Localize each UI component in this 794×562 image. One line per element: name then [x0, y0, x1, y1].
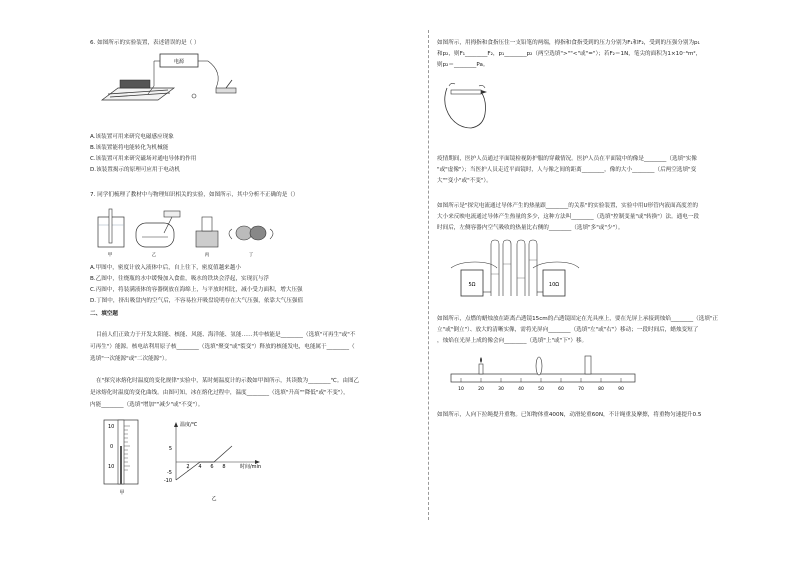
graph-label: 乙: [211, 496, 217, 502]
fill1-line-1: 目前人们正致力于开发太阳能、核能、风能、海洋能、氢能……其中核能是________（选填"可再生"或"不: [96, 332, 356, 338]
q6-option-b: B.该装置能将电能转化为机械能: [90, 145, 169, 151]
graph-curve: [176, 446, 232, 480]
graph-ytick-neg10: -10: [163, 478, 172, 484]
ruler-tick-label: 40: [518, 387, 524, 392]
thermometer-figure: [98, 416, 154, 496]
ruler-tick-label: 20: [478, 387, 484, 392]
thermo-tick-top: 10: [108, 424, 115, 430]
candle-flame: [480, 357, 482, 363]
candle: [479, 364, 483, 374]
fill1-line-2: 可再生"）能源。核电站利用原子核________（选填"聚变"或"裂变"）释放的核能发电，电能属于________（: [90, 344, 355, 350]
pencil-hand-figure: [437, 78, 497, 134]
fill2-line-2: 是冰熔化时温度的变化曲线。由图可知，冰在熔化过程中，温度________（选填"升高""降低"或"不变"），: [90, 390, 349, 396]
q7-stem: 7. 同学们梳理了教材中与物理知识相关的实验，如图所示，其中分析不正确的是（）: [90, 192, 299, 198]
joule-line-2: 大小来反映电流通过导体产生热量的多少，这种方法叫________（选填"控制变量"或"转换"）法。通电一段: [437, 214, 700, 220]
lens-line-1: 如图所示，点燃的蜡烛放在距离凸透镜15cm的凸透镜固定在光具座上，要在光屏上承接到烛焰________（选填"正: [437, 316, 719, 322]
ruler-tick-label: 70: [578, 387, 584, 392]
resistor-left-label: 5Ω: [468, 282, 476, 288]
joule-line-3: 时间后，左侧容器内空气吸收的热量比右侧的________（选填"多"或"少"）。: [437, 225, 624, 231]
q6-apparatus-figure: [98, 50, 258, 114]
resistor-right-label: 10Ω: [548, 282, 560, 288]
ruler-tick-label: 90: [618, 387, 624, 392]
fill1-line-3: 选填"一次能源"或"二次能源"）。: [90, 356, 171, 362]
lens-line-3: ，烛焰在光屏上成的像会向________（选填"上"或"下"）移。: [437, 338, 588, 344]
column-divider: [428, 30, 429, 520]
thermo-tick-mid: 0: [110, 444, 114, 450]
thermo-tick-bottom: 10: [108, 464, 115, 470]
light-screen: [585, 356, 591, 374]
q6-stem: 6. 如图所示的实验装置，表述错误的是（ ）: [90, 40, 200, 46]
ruler-tick-label: 60: [558, 387, 564, 392]
q7-option-b: B.乙图中，往烧瓶的水中缓慢加入食盐，吸水的铁块会浮起，实现沉与浮: [90, 276, 270, 282]
q7-label-jia: 甲: [107, 253, 113, 258]
thermo-label: 甲: [119, 490, 125, 496]
q7-label-bing: 丙: [204, 253, 210, 258]
left-column: [84, 0, 414, 562]
q7-figures: [92, 203, 292, 261]
graph-ylabel: 温度/℃: [180, 422, 198, 428]
graph-xtick-8: 8: [222, 464, 226, 470]
q6-option-a: A.该装置可用来研究电磁感应现象: [90, 134, 174, 140]
graph-xlabel: 时间/min: [240, 464, 262, 470]
lens-line-2: 立"或"倒立"）、放大的清晰实像，需将光屏向________（选填"左"或"右"）移动；一段时间后，蜡烛变短了: [437, 327, 699, 333]
q7-label-ding: 丁: [248, 253, 254, 258]
section-title: 二、填空题: [90, 311, 118, 317]
fill2-line-3: 内能________（选填"增加""减少"或"不变"）。: [90, 402, 204, 408]
epidemic-line-1: 疫情期间，医护人员通过平面镜检视防护服的穿戴情况。医护人员在平面镜中的像是________（选填"实像: [437, 156, 697, 162]
convex-lens: [536, 357, 542, 375]
q6-option-d: D.该装置揭示的原理可应用于电动机: [90, 167, 180, 173]
optical-bench-figure: [445, 352, 645, 394]
pencil-line-2: 和p₂，则F₁________F₂，p₁________p₂（两空选填">""<"或"="）；若F₂＝1N，笔尖的面积为1×10⁻⁶m²，: [437, 51, 702, 57]
graph-xtick-2: 2: [186, 464, 190, 470]
pencil-line-1: 如图所示，用拇指和食指压住一支铅笔的两端，拇指和食指受到的压力分别为F₁和F₂，受到的压强分别为p₁: [437, 40, 700, 46]
right-column: [437, 0, 767, 562]
joule-apparatus-figure: [447, 234, 587, 306]
melting-graph: [158, 418, 278, 502]
graph-xtick-6: 6: [210, 464, 214, 470]
ruler-tick-label: 10: [458, 387, 464, 392]
q7-option-c: C.丙图中，将装满液体的容器倒放在海绵上，与平放时相比，减小受力面积，增大压强: [90, 287, 303, 293]
graph-ytick-5: 5: [168, 446, 172, 452]
pulley-line-1: 如图所示，人向下拉绳提升重物。已知物体重400N，动滑轮重60N，不计绳重及摩擦，将重物匀速提升0.5: [437, 412, 702, 418]
q7-option-d: D.丁图中，挤出吸盘内的空气后，不容易拉开吸盘说明存在大气压强，依靠大气压强值: [90, 298, 304, 304]
ruler-tick-label: 50: [538, 387, 544, 392]
q7-option-a: A.甲图中，密度计放入液体中后，自上往下，密度值越来越小: [90, 265, 241, 271]
graph-xtick-4: 4: [198, 464, 202, 470]
pencil-line-3: 则p₂＝________Pa。: [437, 62, 489, 68]
q6-option-c: C.该装置可用来研究磁场对通电导体的作用: [90, 156, 197, 162]
fill2-line-1: 在"探究冰熔化时温度的变化规律"实验中，某时刻温度计的示数如甲图所示，其读数为________℃。由图乙: [96, 378, 360, 384]
q6-power-label: 电源: [173, 59, 185, 65]
joule-line-1: 如图所示是"探究电流通过导体产生的热量跟________的关系"的实验装置，实验中用U形管内液面高度差的: [437, 203, 698, 209]
ruler-tick-label: 30: [498, 387, 504, 392]
ruler-tick-label: 80: [598, 387, 604, 392]
epidemic-line-2: "或"虚像"）；当医护人员走近平面镜时，人与像之间的距离________，像的大小________（后两空选填"变: [437, 167, 697, 173]
epidemic-line-3: 大""变小"或"不变"）。: [437, 178, 492, 184]
q7-label-yi: 乙: [151, 253, 157, 258]
graph-ytick-neg5: -5: [167, 470, 172, 476]
